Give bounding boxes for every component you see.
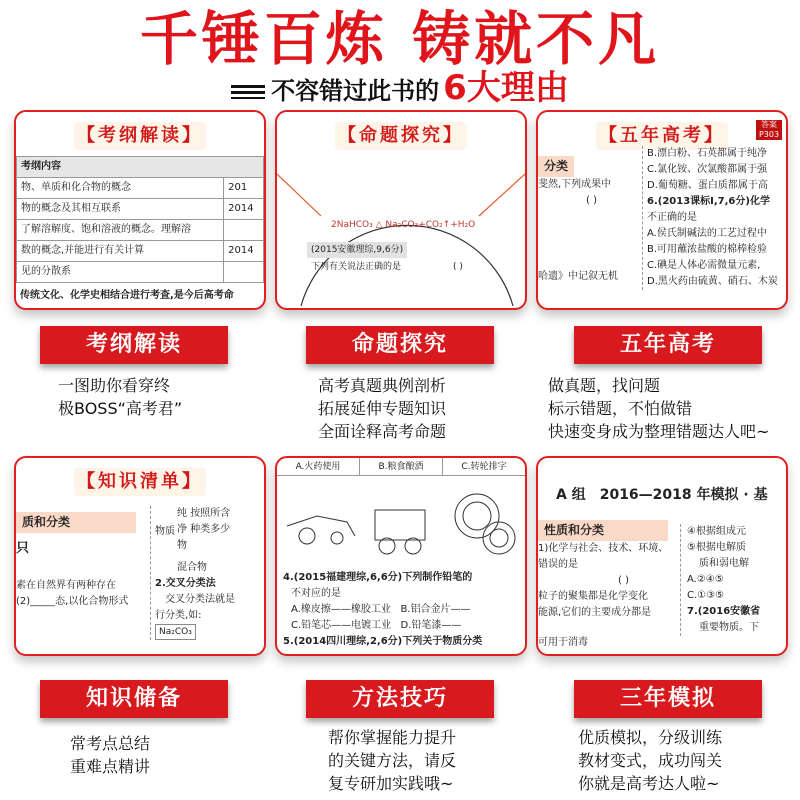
desc-methods: 帮你掌握能力提升 的关键方法，请反 复专研加实践哦~ bbox=[328, 728, 457, 793]
picture-labels: A.火药使用 B.粮食酿酒 C.转轮排字 bbox=[277, 458, 525, 476]
desc-three-years: 优质模拟，分级训练 教材变式，成功闯关 你就是高考达人啦~ bbox=[578, 728, 723, 793]
table-row: 物、单质和化合物的概念 201 bbox=[17, 178, 264, 199]
right-column: ④根据组成元 ⑤根据电解质 质和弱电解 A.②④⑤ C.①③⑤ 7.(2016安徽省 重要物质。下 bbox=[680, 524, 788, 636]
table-row: 数的概念,并能进行有关计算 2014 bbox=[17, 241, 264, 262]
equation: 2NaHCO₃ △ Na₂CO₃+CO₂↑+H₂O bbox=[331, 220, 476, 230]
banner-five-years: 五年高考 bbox=[574, 326, 762, 364]
banner-outline-reading: 考纲解读 bbox=[40, 326, 228, 364]
formula-box: Na₂CO₃ bbox=[155, 624, 196, 640]
card-outline-reading bbox=[14, 110, 266, 310]
table-header: 考纲内容 bbox=[17, 157, 264, 178]
subtitle-highlight: 6大理由 bbox=[443, 68, 569, 108]
banner-proposition: 命题探究 bbox=[306, 326, 494, 364]
table-row: 物的概念及其相互联系 2014 bbox=[17, 199, 264, 220]
answer-paren: ( ) bbox=[453, 262, 463, 272]
page-title: 千锤百炼 铸就不凡 bbox=[139, 5, 661, 73]
pictures-illustration bbox=[277, 476, 525, 564]
card-proposition bbox=[275, 110, 527, 310]
desc-five-years: 做真题，找问题 标示错题，不怕做错 快速变身成为整理错题达人吧~ bbox=[548, 376, 770, 441]
right-column: 物质 纯 按照所含 净 种类多少 物 混合物 2.交叉分类法 交叉分类法就是 行分类,如: Na₂CO₃ bbox=[150, 506, 266, 640]
left-column: 分类 斐然,下列成果中 ( ) 哈遗》中记叙无机 bbox=[538, 156, 638, 285]
question-text: 下列有关说法正确的是 bbox=[311, 262, 402, 272]
desc-knowledge: 常考点总结 重难点精讲 bbox=[70, 734, 151, 776]
card-five-years bbox=[536, 110, 788, 310]
table-row: 见的分散系 bbox=[17, 262, 264, 283]
page-subtitle bbox=[0, 68, 800, 108]
decorative-lines bbox=[231, 85, 265, 99]
banner-three-years: 三年模拟 bbox=[574, 680, 762, 718]
table-row: 了解溶解度、饱和溶液的概念。理解溶 bbox=[17, 220, 264, 241]
card-heading: 【命题探究】 bbox=[335, 122, 467, 150]
card-knowledge-list bbox=[14, 456, 266, 656]
card-heading: 【五年高考】 bbox=[596, 122, 728, 150]
card-methods: A.火药使用 B.粮食酿酒 C.转轮排字 4.(2015福建理综,6,6分)下列制作铅笔的 不对应的是 A.橡皮擦——橡胶工业 B.铝合金片—— C.铅笔芯——电镀工业 D.铅笔漆—— 5.(2014四川理综,2,6分)下列关于物质分类 bbox=[275, 456, 527, 656]
answer-page-tag: 答案 P303 bbox=[756, 120, 782, 140]
subtitle-lead: 不容错过此书的 bbox=[271, 77, 440, 105]
outline-table bbox=[16, 156, 264, 283]
left-column: 性质和分类 1)化学与社会、技术、环境、 错误的是 ( ) 粒子的聚集都是化学变化 能源,它们的主要成分都是 可用于消毒 bbox=[538, 520, 676, 651]
card-heading: 【知识清单】 bbox=[74, 468, 206, 496]
banner-knowledge: 知识储备 bbox=[40, 680, 228, 718]
right-column: B.漂白粉、石英都属于纯净 C.氯化铵、次氯酸都属于强 D.葡萄糖、蛋白质都属于高 6.(2013课标Ⅰ,7,6分)化学 不正确的是 A.侯氏制碱法的工艺过程中 B.可用蘸浓盐酸的棉棒检验 C.碘是人体必需微量元素, D.黑火药由硫黄、硝石、木炭 bbox=[642, 146, 788, 290]
desc-outline-reading: 一图助你看穿终 极BOSS“高考君” bbox=[58, 376, 183, 418]
card-heading: 【考纲解读】 bbox=[74, 122, 206, 150]
banner-methods: 方法技巧 bbox=[306, 680, 494, 718]
group-title: A 组 2016—2018 年模拟 · 基 bbox=[556, 487, 768, 503]
desc-proposition: 高考真题典例剖析 拓展延伸专题知识 全面诠释高考命题 bbox=[318, 376, 447, 441]
card-three-years bbox=[536, 456, 788, 656]
card-footer-text: 传统文化、化学史相结合进行考查,是今后高考命 bbox=[20, 290, 234, 301]
left-column: 质和分类 只 素在自然界有两种存在 (2)_____态,以化合物形式 bbox=[16, 512, 146, 610]
question-source: (2015安徽理综,9,6分) bbox=[307, 242, 407, 258]
